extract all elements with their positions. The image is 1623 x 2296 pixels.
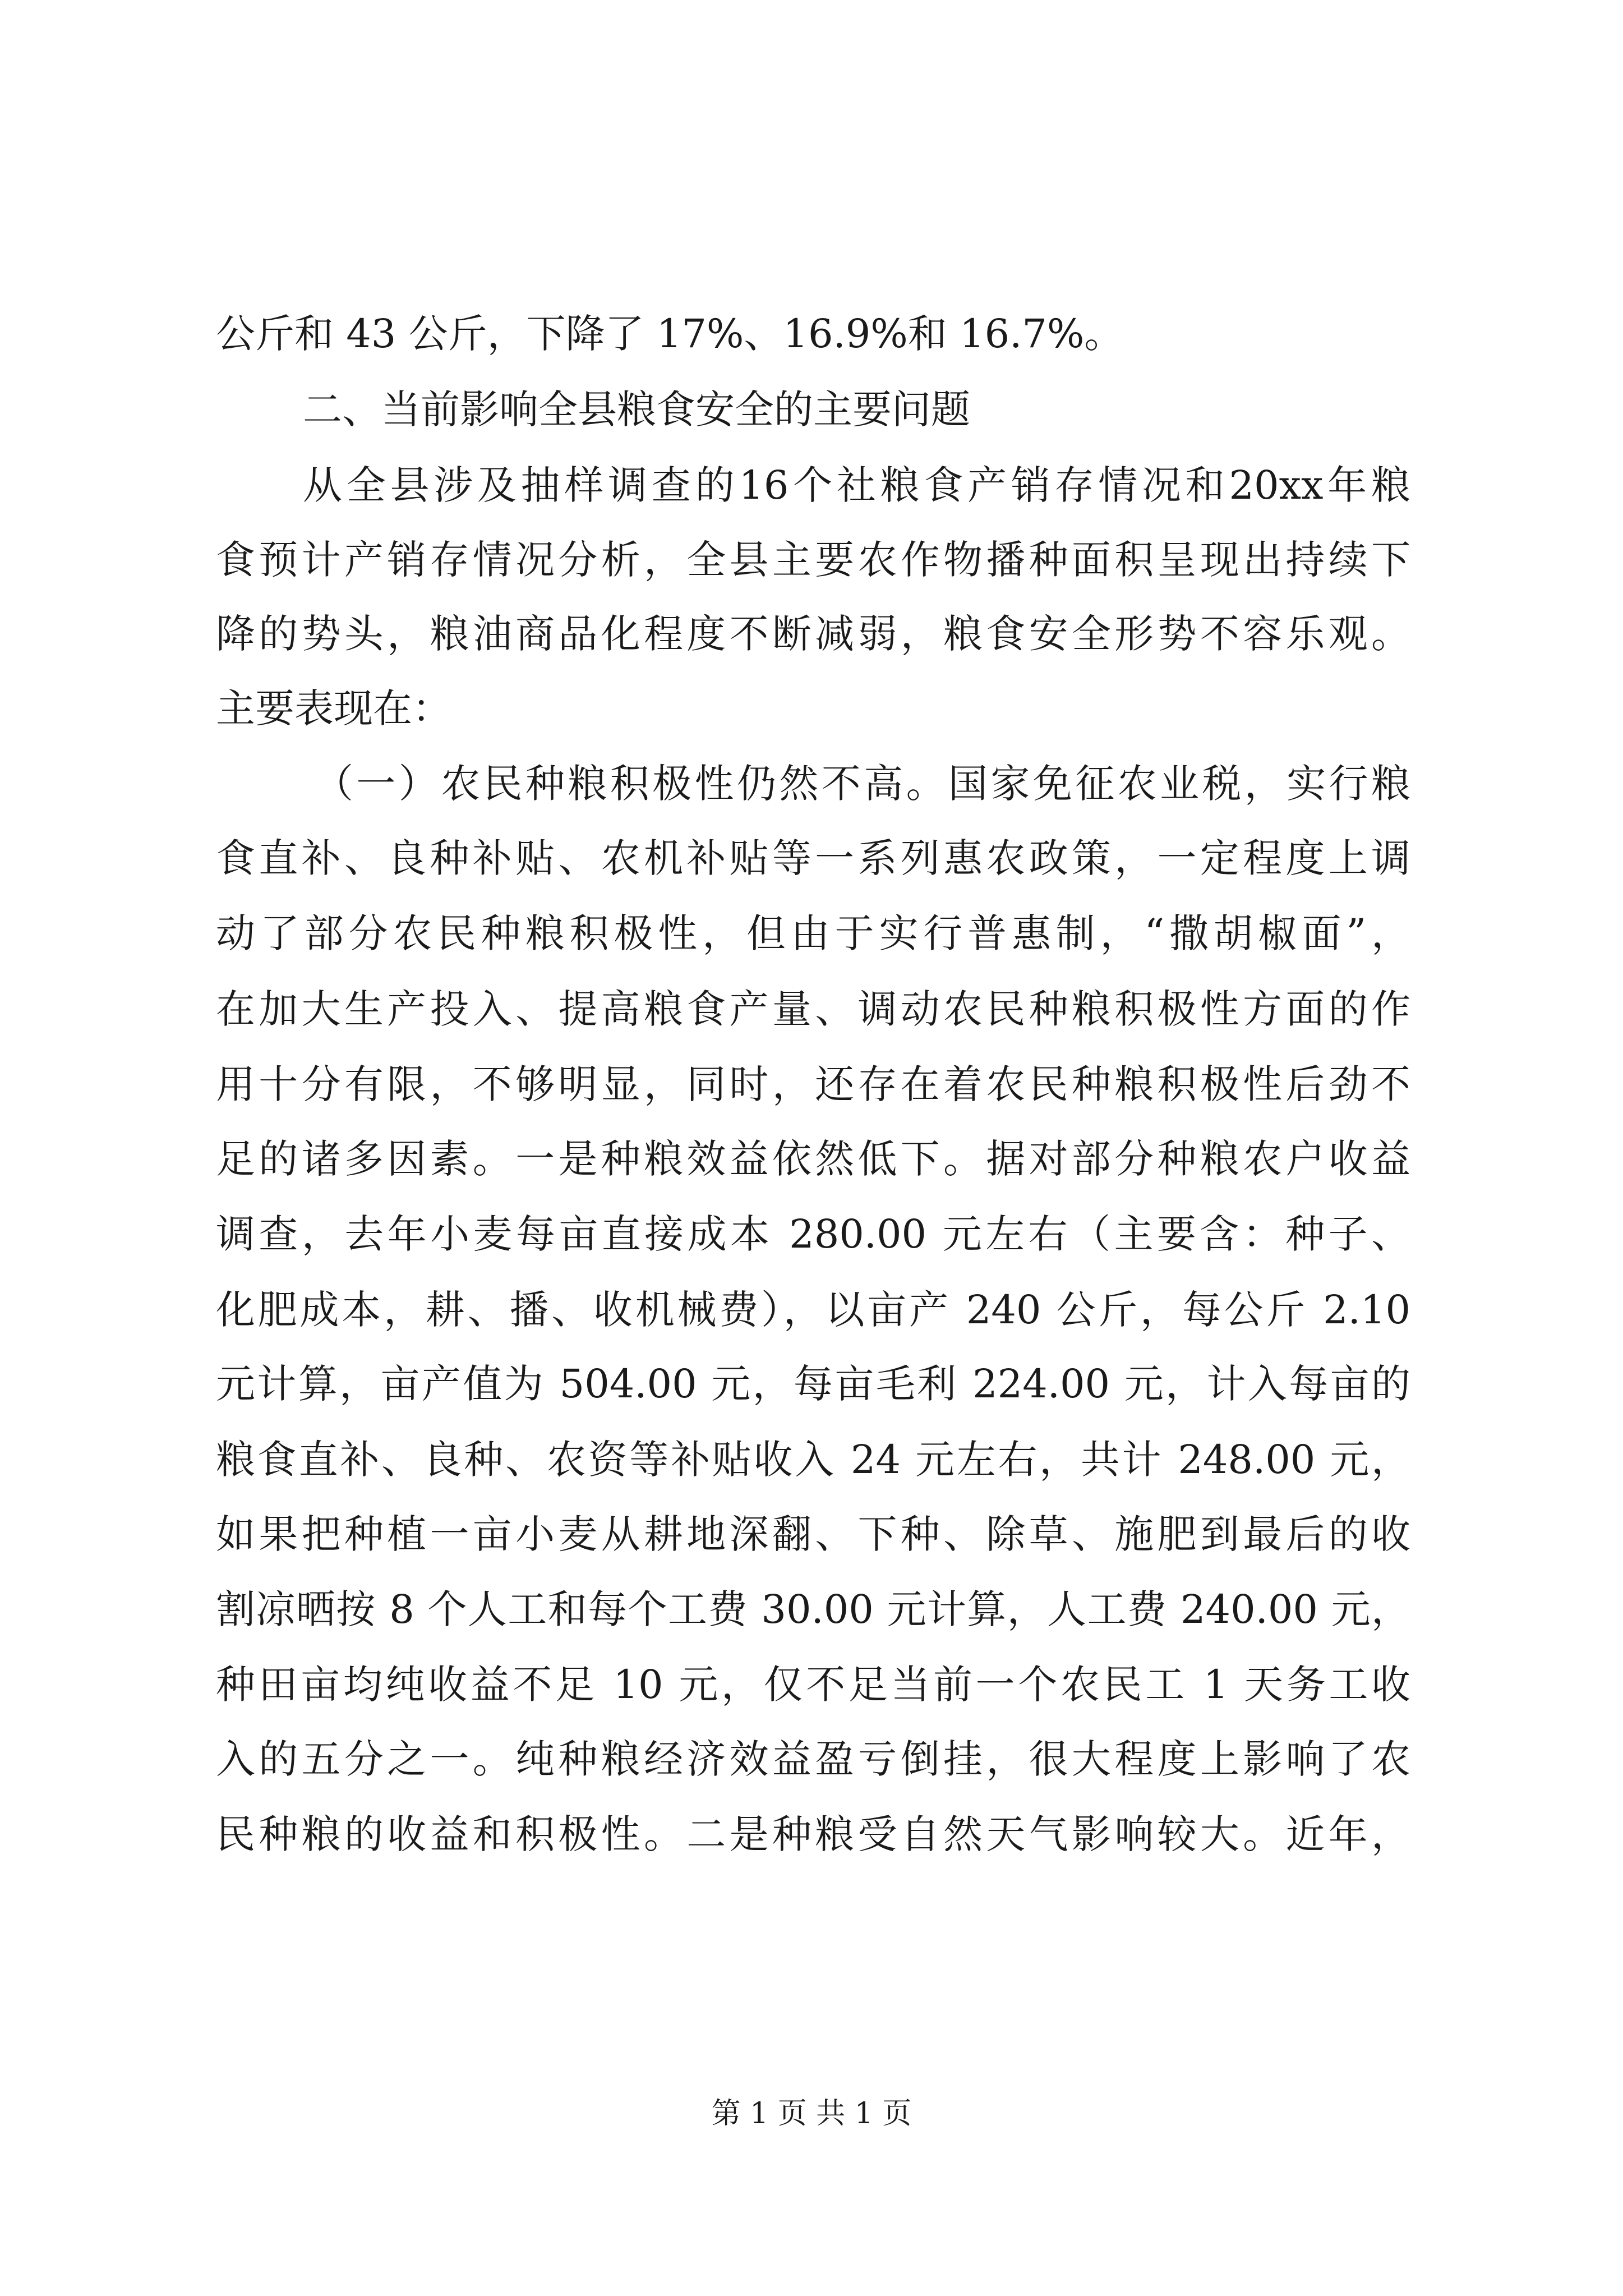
text-line-8: 食直补、良种补贴、农机补贴等一系列惠农政策，一定程度上调 bbox=[216, 835, 1410, 881]
page-number-footer: 第 1 页 共 1 页 bbox=[711, 2097, 912, 2131]
text-line-11: 用十分有限，不够明显，同时，还存在着农民种粮积极性后劲不 bbox=[216, 1061, 1410, 1107]
text-line-16: 粮食直补、良种、农资等补贴收入 24 元左右，共计 248.00 元， bbox=[216, 1437, 1410, 1483]
text-line-18: 割凉晒按 8 个人工和每个工费 30.00 元计算，人工费 240.00 元， bbox=[216, 1586, 1410, 1632]
text-line-20: 入的五分之一。纯种粮经济效益盈亏倒挂，很大程度上影响了农 bbox=[216, 1736, 1410, 1782]
text-line-21: 民种粮的收益和积极性。二是种粮受自然天气影响较大。近年， bbox=[216, 1811, 1410, 1857]
text-line-5: 降的势头，粮油商品化程度不断减弱，粮食安全形势不容乐观。 bbox=[216, 611, 1410, 657]
section-heading: 二、当前影响全县粮食安全的主要问题 bbox=[303, 386, 970, 432]
text-line-17: 如果把种植一亩小麦从耕地深翻、下种、除草、施肥到最后的收 bbox=[216, 1511, 1410, 1557]
text-line-19: 种田亩均纯收益不足 10 元，仅不足当前一个农民工 1 天务工收 bbox=[216, 1662, 1410, 1708]
subsection-heading-line: （一）农民种粮积极性仍然不高。国家免征农业税，实行粮 bbox=[314, 761, 1410, 807]
text-line-4: 食预计产销存情况分析，全县主要农作物播种面积呈现出持续下 bbox=[216, 537, 1410, 583]
text-line-6: 主要表现在： bbox=[216, 685, 451, 731]
text-line-14: 化肥成本，耕、播、收机械费），以亩产 240 公斤，每公斤 2.10 bbox=[216, 1287, 1410, 1333]
text-line-15: 元计算，亩产值为 504.00 元，每亩毛利 224.00 元，计入每亩的 bbox=[216, 1361, 1410, 1407]
text-line-3: 从全县涉及抽样调查的16个社粮食产销存情况和20xx年粮 bbox=[303, 462, 1410, 508]
text-line-13: 调查，去年小麦每亩直接成本 280.00 元左右（主要含：种子、 bbox=[216, 1211, 1410, 1257]
text-line-9: 动了部分农民种粮积极性，但由于实行普惠制，“撒胡椒面”， bbox=[216, 910, 1410, 956]
text-line-12: 足的诸多因素。一是种粮效益依然低下。据对部分种粮农户收益 bbox=[216, 1136, 1410, 1182]
text-line-1: 公斤和 43 公斤，下降了 17%、16.9%和 16.7%。 bbox=[216, 311, 1124, 357]
text-line-10: 在加大生产投入、提高粮食产量、调动农民种粮积极性方面的作 bbox=[216, 986, 1410, 1032]
